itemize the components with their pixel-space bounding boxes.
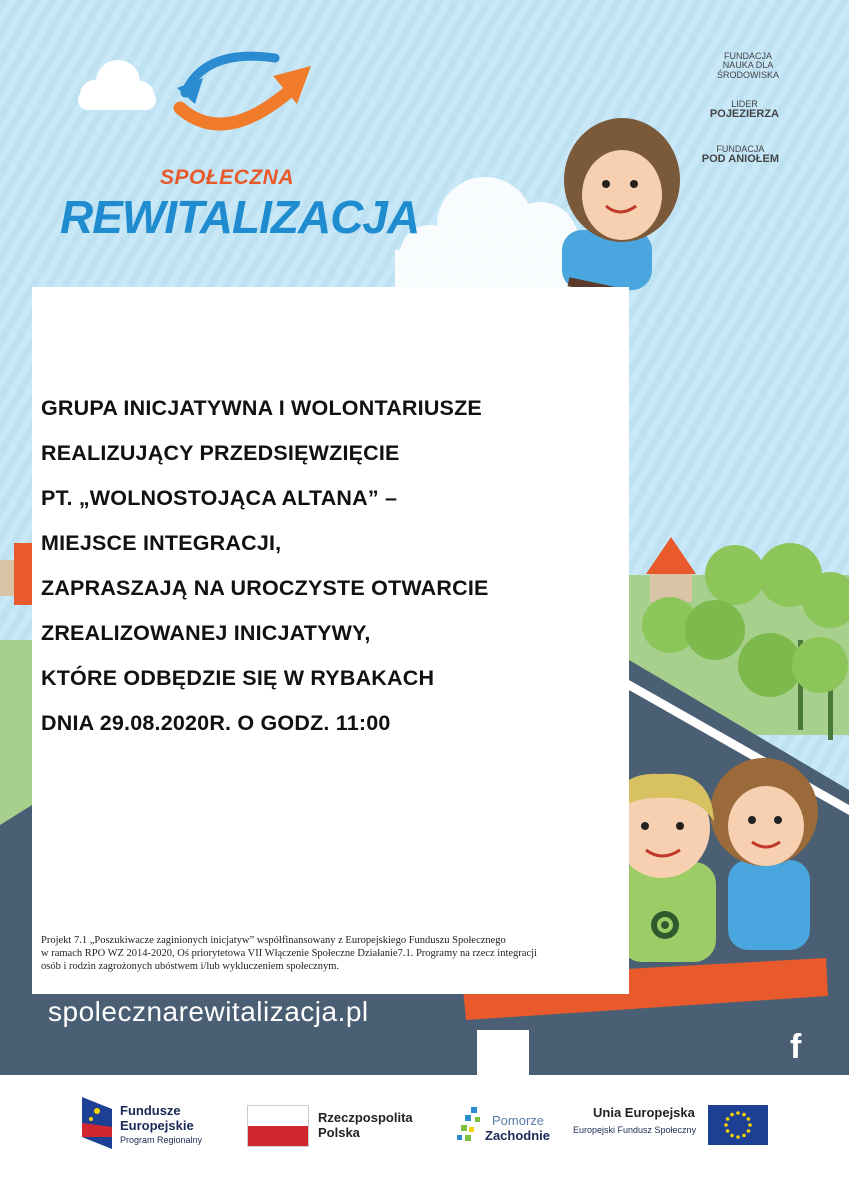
pomorze-zachodnie-icon <box>457 1105 487 1145</box>
cloud-left <box>78 60 156 110</box>
left-building <box>0 560 14 596</box>
invitation-line: DNIA 29.08.2020R. O GODZ. 11:00 <box>41 711 391 735</box>
invitation-line: GRUPA INICJATYWNA I WOLONTARIUSZE <box>41 396 482 420</box>
brand-subtitle: SPOŁECZNA <box>160 166 295 189</box>
invitation-line: KTÓRE ODBĘDZIE SIĘ W RYBAKACH <box>41 666 435 690</box>
invitation-line: PT. „WOLNOSTOJĄCA ALTANA” – <box>41 486 398 510</box>
project-note-line1: Projekt 7.1 „Poszukiwacze zaginionych inicjatyw” współfinansowany z Europejskiego Funduszu Społecznego <box>41 935 506 946</box>
partner-nauka-line2: NAUKA DLA <box>722 60 774 71</box>
invitation-line: ZREALIZOWANEJ INICJATYWY, <box>41 621 371 645</box>
project-note <box>41 934 621 973</box>
invitation-line: REALIZUJĄCY PRZEDSIĘWZIĘCIE <box>41 441 400 465</box>
project-note-line2: w ramach RPO WZ 2014-2020, Oś priorytetowa VII Włączenie Społeczne Działanie7.1. Programy na rzecz integracji <box>41 948 537 959</box>
partner-nauka-line3: ŚRODOWISKA <box>716 69 779 80</box>
fe-line1: Fundusze <box>120 1103 181 1118</box>
website-link[interactable]: spolecznarewitalizacja.pl <box>48 996 369 1027</box>
recycle-arrows-icon <box>165 48 315 138</box>
house-roof <box>646 537 696 574</box>
fe-line3: Program Regionalny <box>120 1135 203 1145</box>
project-note-line3: osób i rodzin zagrożonych ubóstwem i/lub wykluczeniem społecznym. <box>41 961 340 972</box>
fe-line2: Europejskie <box>120 1118 194 1133</box>
partner-logo-lider <box>710 100 779 121</box>
funding-logos-bar <box>0 1075 849 1200</box>
partner-logo-aniol <box>702 145 779 166</box>
facebook-icon[interactable]: f <box>790 1028 802 1066</box>
post <box>477 1030 529 1075</box>
ue-line1: Unia Europejska <box>593 1105 695 1120</box>
brand-title: REWITALIZACJA <box>60 191 420 243</box>
rp-line2: Polska <box>318 1125 360 1140</box>
girl-illustration <box>562 118 680 298</box>
left-orange-accent <box>14 543 32 605</box>
grass-left <box>0 640 32 830</box>
invitation-line: MIEJSCE INTEGRACJI, <box>41 531 282 555</box>
invitation-text <box>41 392 601 752</box>
partner-nauka-line1: FUNDACJA <box>723 51 772 61</box>
partner-lider-line1: LIDER <box>731 99 758 109</box>
partner-aniol-line1: FUNDACJA <box>716 144 765 154</box>
partner-logo-nauka <box>717 52 779 80</box>
pz-line2: Zachodnie <box>485 1128 551 1143</box>
fundusze-europejskie-icon <box>82 1097 112 1149</box>
cloud-right <box>395 177 585 290</box>
partner-aniol-line2: POD ANIOŁEM <box>701 153 779 166</box>
poland-flag-icon <box>247 1105 309 1147</box>
invitation-line: ZAPRASZAJĄ NA UROCZYSTE OTWARCIE <box>41 576 489 600</box>
pz-line1: Pomorze <box>492 1113 545 1128</box>
eu-flag-icon <box>708 1105 768 1145</box>
ue-line2: Europejski Fundusz Społeczny <box>573 1125 697 1135</box>
rp-line1: Rzeczpospolita <box>318 1110 413 1125</box>
partner-lider-line2: POJEZIERZA <box>709 108 779 121</box>
